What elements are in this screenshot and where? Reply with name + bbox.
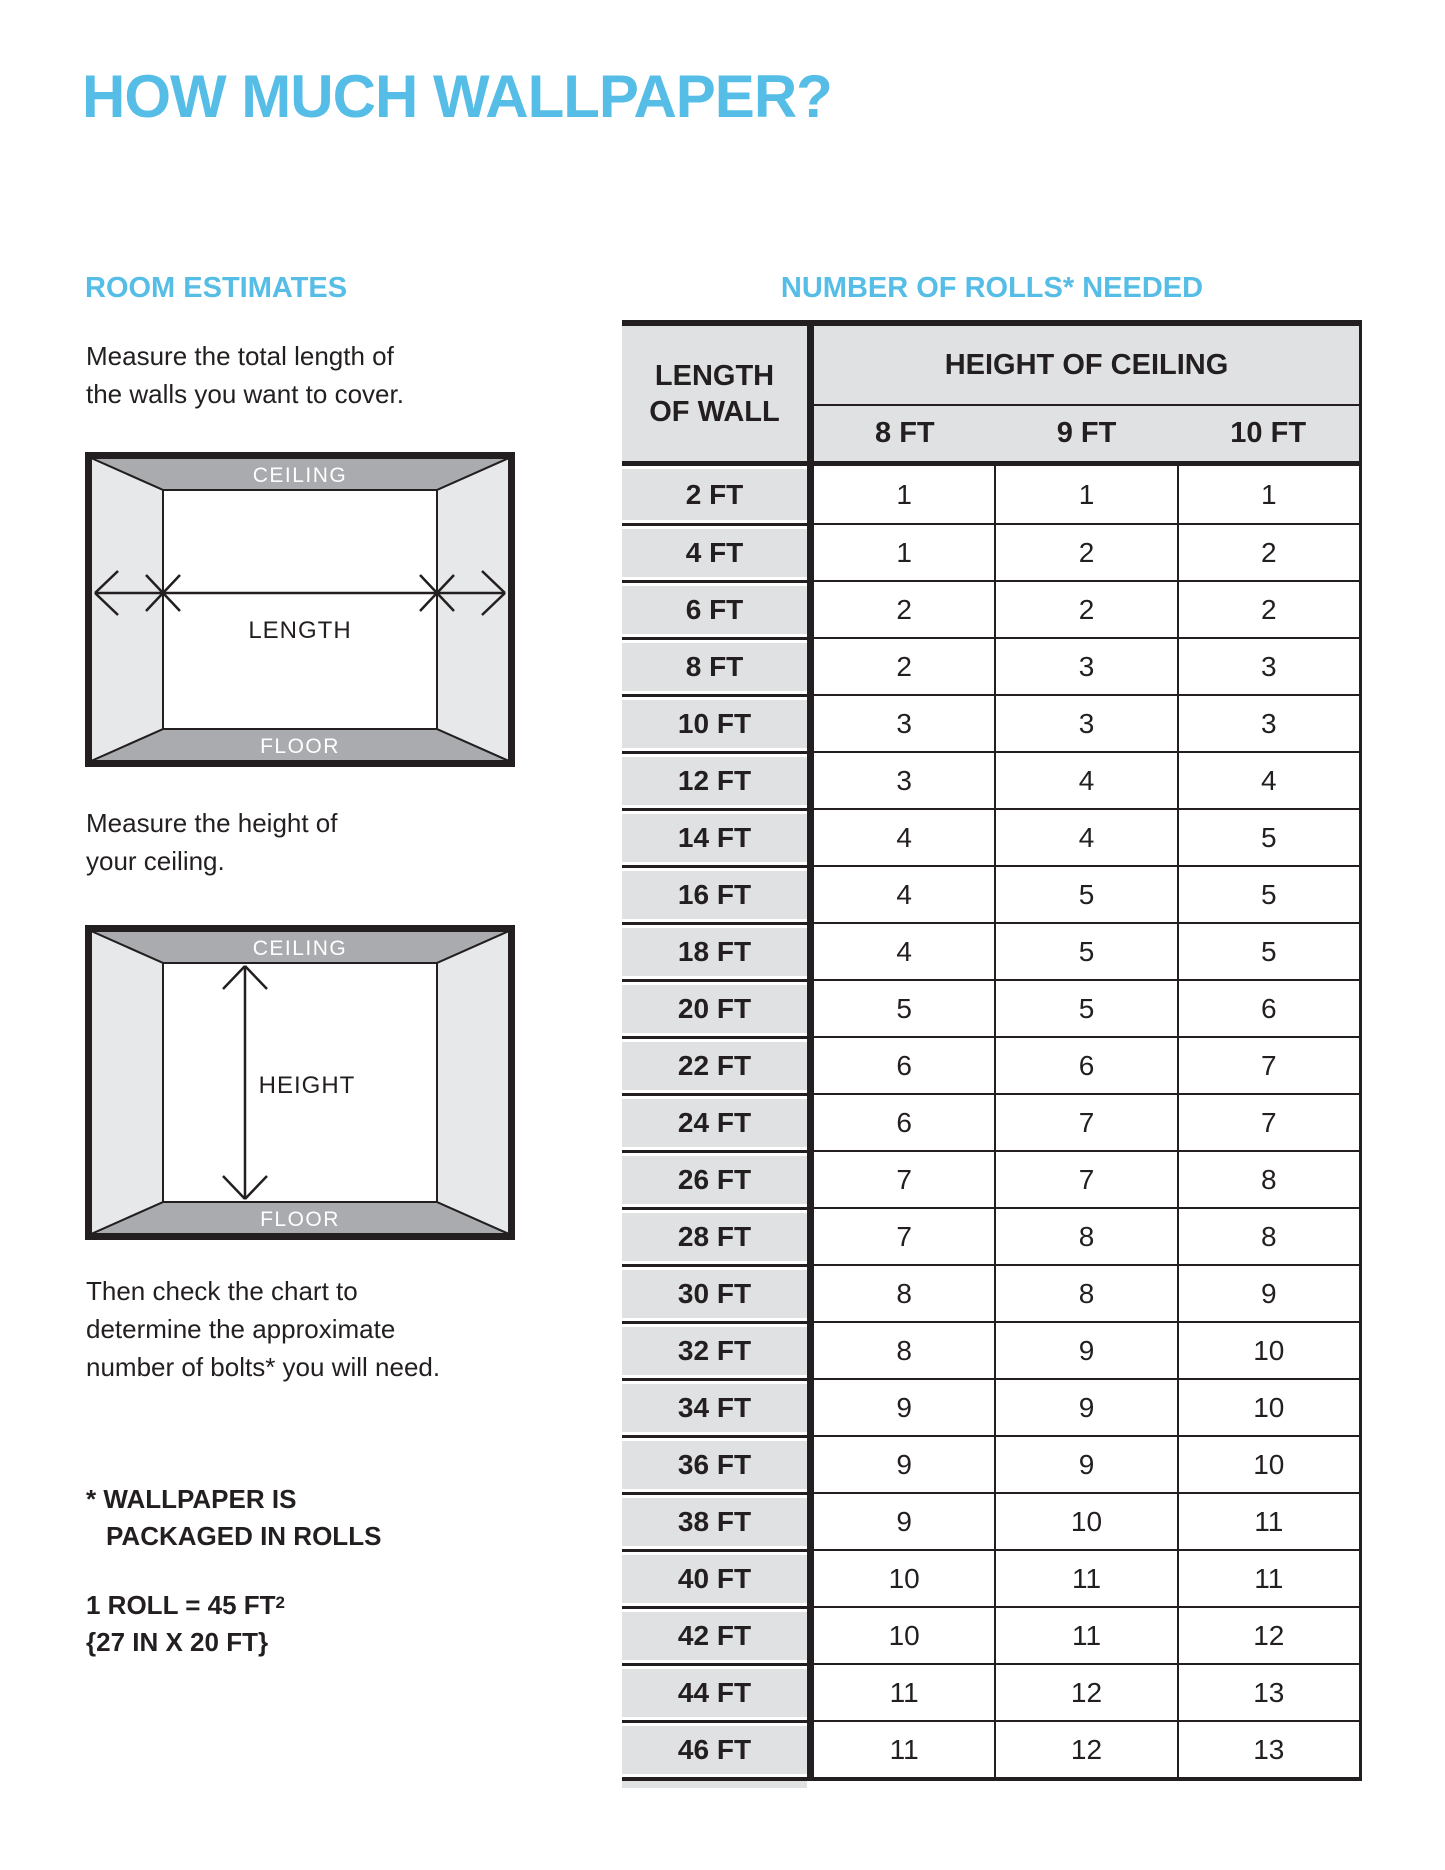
right-wall-surface: [437, 931, 509, 1234]
cell-9ft: 11: [994, 1606, 1176, 1663]
roll-dimensions: {27 IN X 20 FT}: [86, 1627, 269, 1657]
table-row: [622, 865, 1359, 922]
row-label: 4 FT: [622, 523, 807, 580]
cell-8ft: 11: [807, 1720, 994, 1777]
cell-10ft: 11: [1177, 1492, 1359, 1549]
cell-9ft: 3: [994, 694, 1176, 751]
paragraph-measure-length: [86, 337, 404, 413]
back-wall-surface: [163, 490, 437, 729]
rolls-needed-heading: NUMBER OF ROLLS* NEEDED: [780, 272, 1204, 304]
cell-10ft: 9: [1177, 1264, 1359, 1321]
floor-label: FLOOR: [260, 735, 340, 758]
footnote-line: PACKAGED IN ROLLS: [106, 1521, 382, 1551]
cell-8ft: 4: [807, 808, 994, 865]
table-row: [622, 1720, 1359, 1777]
row-label: 36 FT: [622, 1435, 807, 1492]
cell-9ft: 5: [994, 865, 1176, 922]
row-label: 16 FT: [622, 865, 807, 922]
row-label: 10 FT: [622, 694, 807, 751]
row-label: 20 FT: [622, 979, 807, 1036]
cell-8ft: 10: [807, 1606, 994, 1663]
cell-8ft: 1: [807, 523, 994, 580]
table-body: [622, 466, 1362, 1781]
cell-8ft: 9: [807, 1492, 994, 1549]
cell-8ft: 11: [807, 1663, 994, 1720]
roll-equation-text: 1 ROLL = 45 FT: [86, 1590, 276, 1620]
cell-9ft: 2: [994, 580, 1176, 637]
ceiling-label: CEILING: [252, 464, 348, 487]
cell-9ft: 8: [994, 1264, 1176, 1321]
table-row: [622, 751, 1359, 808]
row-label: 26 FT: [622, 1150, 807, 1207]
cell-8ft: 7: [807, 1207, 994, 1264]
cell-10ft: 3: [1177, 637, 1359, 694]
paragraph-measure-height: [86, 804, 338, 880]
table-row: [622, 694, 1359, 751]
cell-9ft: 4: [994, 751, 1176, 808]
row-label: 34 FT: [622, 1378, 807, 1435]
cell-10ft: 1: [1177, 466, 1359, 523]
table-row: [622, 1207, 1359, 1264]
table-row: [622, 637, 1359, 694]
cell-10ft: 13: [1177, 1663, 1359, 1720]
table-row: [622, 1321, 1359, 1378]
cell-10ft: 5: [1177, 922, 1359, 979]
cell-9ft: 12: [994, 1663, 1176, 1720]
cell-10ft: 5: [1177, 865, 1359, 922]
paragraph-line: Measure the height of: [86, 808, 338, 838]
cell-10ft: 5: [1177, 808, 1359, 865]
length-of-wall-header: [622, 326, 807, 461]
row-label: 24 FT: [622, 1093, 807, 1150]
table-row: [622, 466, 1359, 523]
cell-9ft: 8: [994, 1207, 1176, 1264]
column-header-8ft: 8 FT: [875, 417, 935, 449]
cell-10ft: 10: [1177, 1321, 1359, 1378]
table-row: [622, 979, 1359, 1036]
table-header: [622, 326, 1362, 466]
footnote-line: * WALLPAPER IS: [86, 1484, 297, 1514]
table-row: [622, 1093, 1359, 1150]
rolls-needed-table: [622, 320, 1362, 1781]
ceiling-height-columns: [814, 406, 1359, 461]
column-header-10ft: 10 FT: [1230, 417, 1307, 449]
left-wall-surface: [91, 931, 163, 1234]
table-row: [622, 1378, 1359, 1435]
roll-equation-exponent: 2: [275, 1593, 285, 1612]
row-label: 12 FT: [622, 751, 807, 808]
cell-9ft: 5: [994, 922, 1176, 979]
cell-9ft: 11: [994, 1549, 1176, 1606]
cell-9ft: 9: [994, 1321, 1176, 1378]
cell-9ft: 5: [994, 979, 1176, 1036]
page-title: HOW MUCH WALLPAPER?: [82, 63, 832, 130]
cell-10ft: 2: [1177, 580, 1359, 637]
right-wall-surface: [437, 458, 509, 761]
cell-8ft: 1: [807, 466, 994, 523]
header-line: OF WALL: [649, 395, 780, 428]
table-row: [622, 922, 1359, 979]
cell-8ft: 8: [807, 1321, 994, 1378]
cell-9ft: 6: [994, 1036, 1176, 1093]
row-label: 28 FT: [622, 1207, 807, 1264]
paragraph-line: Then check the chart to: [86, 1276, 358, 1306]
row-label: 32 FT: [622, 1321, 807, 1378]
height-of-ceiling-header: HEIGHT OF CEILING: [814, 326, 1359, 406]
row-label: 30 FT: [622, 1264, 807, 1321]
cell-8ft: 3: [807, 751, 994, 808]
row-label: 44 FT: [622, 1663, 807, 1720]
cell-9ft: 7: [994, 1093, 1176, 1150]
cell-8ft: 9: [807, 1435, 994, 1492]
cell-9ft: 4: [994, 808, 1176, 865]
table-row: [622, 580, 1359, 637]
table-row: [622, 1150, 1359, 1207]
cell-8ft: 2: [807, 637, 994, 694]
table-row: [622, 523, 1359, 580]
cell-8ft: 3: [807, 694, 994, 751]
roll-size-info: [86, 1584, 285, 1661]
paragraph-line: determine the approximate: [86, 1314, 396, 1344]
row-label: 42 FT: [622, 1606, 807, 1663]
row-label: 46 FT: [622, 1720, 807, 1777]
cell-8ft: 7: [807, 1150, 994, 1207]
cell-9ft: 7: [994, 1150, 1176, 1207]
cell-9ft: 10: [994, 1492, 1176, 1549]
cell-10ft: 8: [1177, 1150, 1359, 1207]
cell-10ft: 6: [1177, 979, 1359, 1036]
cell-8ft: 4: [807, 865, 994, 922]
row-label: 38 FT: [622, 1492, 807, 1549]
cell-9ft: 1: [994, 466, 1176, 523]
floor-label: FLOOR: [260, 1208, 340, 1231]
table-row: [622, 1549, 1359, 1606]
row-label: 8 FT: [622, 637, 807, 694]
table-row: [622, 808, 1359, 865]
room-height-diagram: [85, 925, 515, 1240]
row-label: 18 FT: [622, 922, 807, 979]
cell-10ft: 8: [1177, 1207, 1359, 1264]
roll-equation: [86, 1584, 285, 1624]
length-label: LENGTH: [248, 617, 352, 644]
paragraph-line: your ceiling.: [86, 846, 225, 876]
cell-10ft: 7: [1177, 1036, 1359, 1093]
paragraph-line: number of bolts* you will need.: [86, 1352, 441, 1382]
paragraph-line: Measure the total length of: [86, 341, 394, 371]
row-label: 40 FT: [622, 1549, 807, 1606]
row-label: 22 FT: [622, 1036, 807, 1093]
cell-8ft: 9: [807, 1378, 994, 1435]
table-row: [622, 1036, 1359, 1093]
cell-10ft: 3: [1177, 694, 1359, 751]
cell-8ft: 6: [807, 1093, 994, 1150]
cell-10ft: 4: [1177, 751, 1359, 808]
header-line: LENGTH: [654, 359, 775, 392]
table-row: [622, 1606, 1359, 1663]
cell-9ft: 2: [994, 523, 1176, 580]
cell-10ft: 12: [1177, 1606, 1359, 1663]
cell-10ft: 7: [1177, 1093, 1359, 1150]
room-length-diagram: [85, 452, 515, 767]
cell-10ft: 13: [1177, 1720, 1359, 1777]
cell-10ft: 2: [1177, 523, 1359, 580]
height-label: HEIGHT: [258, 1072, 356, 1099]
cell-9ft: 12: [994, 1720, 1176, 1777]
table-row: [622, 1264, 1359, 1321]
paragraph-check-chart: [86, 1272, 440, 1386]
row-label: 14 FT: [622, 808, 807, 865]
table-row: [622, 1435, 1359, 1492]
ceiling-label: CEILING: [252, 937, 348, 960]
cell-9ft: 9: [994, 1435, 1176, 1492]
cell-8ft: 6: [807, 1036, 994, 1093]
wallpaper-footnote: [86, 1481, 381, 1555]
cell-8ft: 4: [807, 922, 994, 979]
cell-10ft: 10: [1177, 1435, 1359, 1492]
cell-8ft: 8: [807, 1264, 994, 1321]
cell-10ft: 10: [1177, 1378, 1359, 1435]
cell-8ft: 2: [807, 580, 994, 637]
cell-8ft: 5: [807, 979, 994, 1036]
cell-10ft: 11: [1177, 1549, 1359, 1606]
cell-8ft: 10: [807, 1549, 994, 1606]
row-label: 6 FT: [622, 580, 807, 637]
column-header-9ft: 9 FT: [1056, 417, 1117, 449]
room-estimates-heading: ROOM ESTIMATES: [85, 272, 348, 304]
ceiling-height-header-group: [807, 326, 1359, 461]
cell-9ft: 9: [994, 1378, 1176, 1435]
row-label: 2 FT: [622, 466, 807, 523]
table-row: [622, 1492, 1359, 1549]
cell-9ft: 3: [994, 637, 1176, 694]
paragraph-line: the walls you want to cover.: [86, 379, 404, 409]
left-wall-surface: [91, 458, 163, 761]
table-row: [622, 1663, 1359, 1720]
